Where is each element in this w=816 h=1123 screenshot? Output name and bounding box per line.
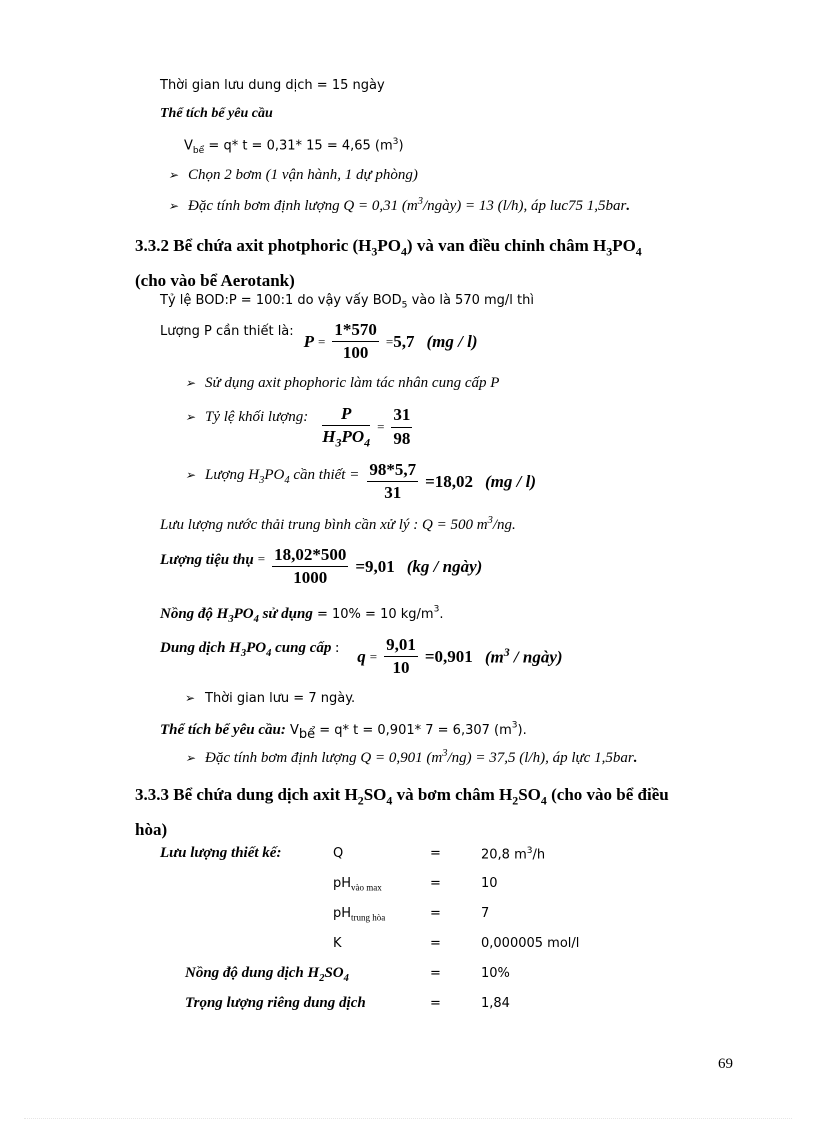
h3po4-req-c: cần thiết =: [289, 467, 360, 483]
solution-supply-line: [160, 635, 563, 679]
bod-ratio-a: Tỷ lệ BOD:P = 100:1 do vậy vấy BOD: [160, 293, 402, 308]
consumption-fraction: [272, 545, 348, 589]
h3po4-num: 98*5,7: [367, 460, 418, 482]
q-symbol: q: [357, 646, 366, 666]
supply-b: PO: [246, 640, 267, 656]
q-fraction: [384, 635, 418, 679]
param-q-sup: 3: [526, 846, 533, 856]
section-3-3-2-title-line-2: (cho vào bể Aerotank): [135, 271, 295, 291]
mass-ratio-den-s1: 3: [335, 435, 342, 450]
mass-ratio-label: Tỷ lệ khối lượng:: [205, 409, 309, 425]
tank-volume-sup: 3: [511, 720, 518, 731]
mass-ratio-line: [185, 404, 415, 450]
consumption-label: Lượng tiệu thụ: [160, 552, 254, 568]
phosphoric-use-line: [185, 374, 499, 392]
param-k-value: 0,000005 mol/l: [481, 936, 580, 951]
retention-time-line: [160, 78, 385, 94]
param-q-eq: =: [430, 846, 441, 861]
h1-d: PO: [612, 236, 636, 255]
mass-ratio-den2: 98: [393, 428, 411, 448]
h1-b: PO: [377, 236, 401, 255]
mass-ratio-label-wrap: [185, 408, 308, 426]
volume-unit-sup: 3: [392, 137, 399, 147]
h3po4-unit: (mg / l): [485, 471, 537, 491]
retention-7-line: [185, 691, 355, 707]
pump-spec-2-b: /ng) = 37,5 (l/h), áp lực 1,5bar: [447, 750, 634, 766]
supply-d: :: [331, 640, 340, 656]
pump-spec-2-sup: 3: [442, 748, 448, 759]
q-den: 10: [392, 658, 410, 678]
p-denominator: 100: [342, 343, 369, 363]
h2-s2: 4: [386, 793, 393, 808]
h1-c: ) và van điều chỉnh châm H: [406, 236, 607, 255]
param-k-name: K: [333, 936, 342, 951]
bod-ratio-b: vào là 570 mg/l thì: [407, 293, 534, 308]
avg-flow-b: /ng.: [492, 517, 516, 533]
param-ph-neutral-name: [333, 906, 385, 923]
pump-choice-text: Chọn 2 bơm (1 vận hành, 1 dự phòng): [188, 167, 418, 183]
arrow-bullet-icon: ➢: [185, 468, 196, 482]
phosphoric-use-text: Sử dụng axit phophoric làm tác nhân cung cấp P: [205, 375, 500, 391]
specific-weight-value: 1,84: [481, 996, 510, 1011]
h2-c: và bơm châm H: [392, 785, 513, 804]
supply-s: 3: [240, 648, 247, 659]
h3po4-required-label: [185, 466, 359, 488]
h3po4-req-s2: 4: [284, 475, 290, 486]
pump-spec-line-1: [168, 196, 630, 215]
retention-7-text: Thời gian lưu = 7 ngày.: [205, 691, 356, 706]
h1-s2: 4: [400, 244, 407, 259]
tank-volume-b: = q* t = 0,901* 7 = 6,307 (m: [315, 723, 512, 738]
section-3-3-3-title-line-2: hòa): [135, 820, 168, 840]
arrow-bullet-icon: ➢: [185, 376, 196, 390]
supply-s2: 4: [266, 648, 272, 659]
mass-ratio-fraction-2: [391, 405, 412, 449]
avg-flow-sup: 3: [487, 515, 493, 526]
tank-volume-sub: bể: [298, 727, 316, 743]
p-eq: =: [318, 334, 326, 350]
p-symbol: P: [303, 331, 315, 351]
mass-ratio-num: P: [322, 404, 370, 426]
arrow-bullet-icon: ➢: [185, 410, 196, 424]
mass-ratio-num2: 31: [391, 405, 412, 427]
p-unit: (mg / l): [426, 331, 478, 351]
h3po4-req-s1: 3: [259, 475, 265, 486]
mass-ratio-den-b: PO: [341, 427, 365, 447]
supply-a: Dung dịch H: [160, 640, 241, 656]
param-ph-neutral-eq: =: [430, 906, 441, 921]
conc-s2: 4: [253, 614, 259, 625]
ph-in-base: pH: [333, 876, 352, 891]
section-3-3-2-heading: [135, 231, 642, 296]
p-numerator: 1*570: [332, 320, 379, 342]
mass-ratio-fraction-1: [322, 404, 370, 450]
supply-label: [160, 639, 339, 661]
h1-s4: 4: [635, 244, 642, 259]
arrow-bullet-icon: ➢: [168, 168, 179, 182]
h2-a: 3.3.3 Bể chứa dung dịch axit H: [135, 785, 358, 804]
conc-s: 3: [228, 614, 234, 625]
h1-a: 3.3.2 Bể chứa axit photphoric (H: [135, 236, 372, 255]
conc-b: PO: [233, 606, 254, 622]
param-q-value: [481, 846, 545, 862]
h2so4-conc-label: [185, 965, 349, 984]
required-volume-heading: [160, 106, 273, 123]
consumption-line: [160, 545, 482, 589]
h1-s3: 3: [606, 244, 613, 259]
h3po4-fraction: [367, 460, 418, 504]
h2-s1: 2: [357, 793, 364, 808]
supply-c: cung cấp: [271, 640, 332, 656]
ph-neutral-sub: trung hòa: [351, 912, 386, 923]
consumption-result: =9,01: [355, 556, 395, 576]
pump-spec-1-dot: .: [626, 198, 631, 214]
avg-flow-line: [160, 515, 516, 534]
consumption-unit: (kg / ngày): [406, 556, 483, 576]
pump-choice-line: [168, 166, 418, 184]
h2so4-conc-value: 10%: [481, 966, 510, 981]
param-q-val: 20,8 m: [481, 847, 527, 863]
arrow-bullet-icon: ➢: [185, 691, 196, 705]
h2so4-conc-a: Nồng độ dung dịch H: [185, 965, 320, 981]
param-ph-in-value: 10: [481, 876, 498, 891]
param-q-val2: /h: [532, 847, 546, 863]
concentration-label: [160, 606, 313, 625]
arrow-bullet-icon: ➢: [185, 751, 196, 765]
pump-spec-1-a: Đặc tính bơm định lượng Q = 0,31 (m: [188, 198, 418, 214]
h2-e: (cho vào bể điều: [546, 785, 669, 804]
p-required-label: Lượng P cần thiết là:: [160, 324, 294, 339]
mass-ratio-den-s2: 4: [364, 435, 371, 450]
pump-spec-2-a: Đặc tính bơm định lượng Q = 0,901 (m: [205, 750, 443, 766]
conc-sup: 3: [433, 604, 440, 615]
conc-e: .: [439, 607, 444, 622]
param-k-eq: =: [430, 936, 441, 951]
p-eq2: =: [385, 334, 394, 350]
q-num: 9,01: [384, 635, 418, 657]
required-volume-heading-text: Thể tích bể yêu cầu: [160, 106, 273, 121]
pump-spec-2-dot: .: [633, 750, 638, 766]
pump-spec-1-b: /ngày) = 13 (l/h), áp luc75 1,5bar: [422, 198, 627, 214]
section-3-3-3-heading: [135, 780, 669, 845]
specific-weight-label: Trọng lượng riêng dung dịch: [185, 995, 366, 1011]
q-result: =0,901: [424, 646, 473, 666]
h2-b: SO: [363, 785, 387, 804]
h2so4-conc-s1: 2: [319, 973, 325, 984]
h1-s1: 3: [371, 244, 378, 259]
page-edge-line: [24, 1118, 792, 1119]
specific-weight-eq: =: [430, 996, 441, 1011]
consumption-den: 1000: [293, 568, 328, 588]
p-result: 5,7: [393, 331, 415, 351]
tank-volume-a: V: [285, 723, 299, 738]
design-flow-label: Lưu lượng thiết kế:: [160, 845, 282, 861]
h2so4-conc-eq: =: [430, 966, 441, 981]
conc-c: sử dụng: [258, 606, 313, 622]
mass-ratio-den: [322, 426, 370, 450]
p-fraction: [332, 320, 379, 364]
mass-ratio-den-a: H: [322, 427, 336, 447]
param-ph-in-name: [333, 876, 382, 893]
conc-d: = 10% = 10 kg/m: [312, 607, 434, 622]
param-ph-in-eq: =: [430, 876, 441, 891]
bod-ratio-sub: 5: [401, 300, 408, 311]
concentration-line: [160, 604, 443, 627]
volume-formula-line: [184, 137, 404, 157]
h2so4-conc-b: SO: [324, 965, 344, 981]
pump-spec-1-sup: 3: [417, 196, 423, 207]
h2so4-conc-s2: 4: [343, 973, 349, 984]
q-unit-sup: 3: [503, 645, 510, 660]
mass-ratio-eq: =: [377, 419, 385, 435]
param-ph-neutral-value: 7: [481, 906, 490, 921]
ph-in-sub: vào max: [351, 882, 382, 893]
volume-formula-text: = q* t = 0,31* 15 = 4,65 (m: [204, 138, 393, 154]
q-unit-a: (m: [484, 648, 504, 668]
volume-symbol: V: [184, 138, 193, 154]
avg-flow-a: Lưu lượng nước thải trung bình cần xử lý : Q = 500 m: [160, 517, 488, 533]
tank-volume-line: [160, 720, 527, 743]
section-3-3-3-title-line-1: [135, 780, 669, 815]
h3po4-den: 31: [384, 483, 402, 503]
arrow-bullet-icon: ➢: [168, 199, 179, 213]
h3po4-req-b: PO: [264, 467, 285, 483]
volume-close-paren: ): [398, 138, 404, 154]
ph-neutral-base: pH: [333, 906, 352, 921]
q-unit: [485, 645, 563, 668]
h3po4-result: =18,02: [425, 471, 474, 491]
param-q-name: Q: [333, 846, 344, 861]
volume-subscript: bể: [192, 145, 205, 156]
q-unit-b: / ngày): [509, 648, 563, 668]
h3po4-req-a: Lượng H: [205, 467, 260, 483]
page-number: 69: [718, 1056, 733, 1072]
pump-spec-line-2: [185, 748, 637, 767]
p-required-line: [160, 320, 477, 364]
retention-time-text: Thời gian lưu dung dịch = 15 ngày: [160, 78, 385, 93]
consumption-num: 18,02*500: [272, 545, 348, 567]
bod-ratio-line: [160, 293, 534, 312]
h2-s4: 4: [540, 793, 547, 808]
h2-s3: 2: [512, 793, 519, 808]
q-eq: =: [369, 649, 378, 665]
h3po4-required-line: [185, 460, 536, 504]
section-3-3-2-title-line-1: [135, 231, 642, 266]
h2-d: SO: [518, 785, 541, 804]
consumption-eq: =: [257, 551, 266, 566]
conc-a: Nồng độ H: [160, 606, 229, 622]
tank-volume-c: ).: [517, 723, 527, 738]
tank-volume-label: Thể tích bể yêu cầu:: [160, 722, 286, 738]
